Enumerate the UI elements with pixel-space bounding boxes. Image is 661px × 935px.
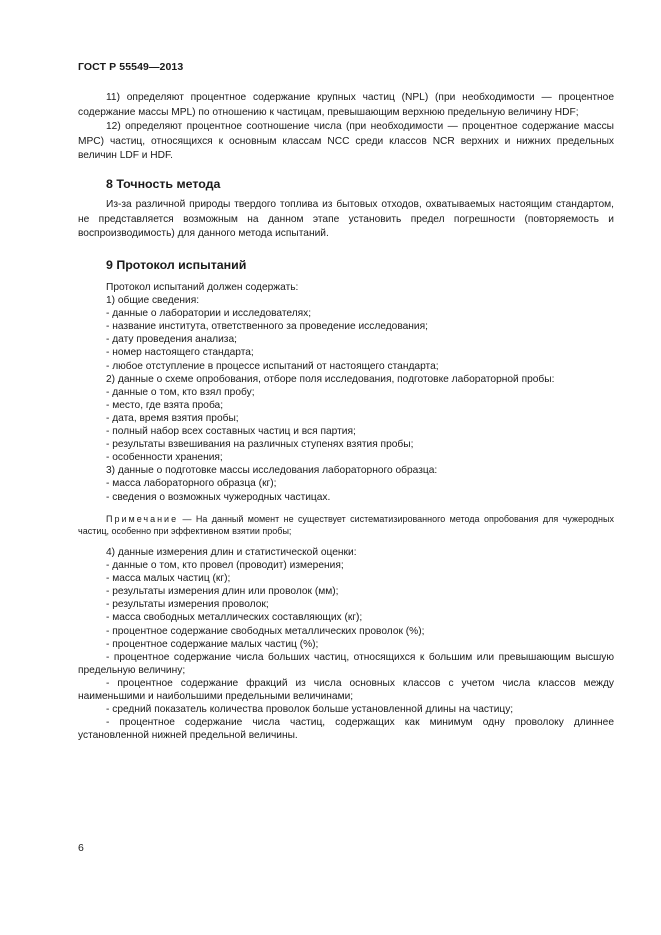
list-item: 4) данные измерения длин и статистической оценки:: [106, 547, 357, 558]
report-contents-list: [78, 281, 614, 504]
list-item: - масса лабораторного образца (кг);: [106, 478, 277, 490]
list-item: - дата, время взятия пробы;: [106, 412, 239, 424]
page-number: 6: [78, 842, 84, 854]
list-item: 1) общие сведения:: [106, 295, 200, 307]
list-item: - данные о том, кто взял пробу;: [106, 386, 255, 398]
list-item: - сведения о возможных чужеродных частицах.: [106, 491, 331, 503]
list-item: 2) данные о схеме опробования, отборе поля исследования, подготовке лабораторной пробы:: [106, 373, 555, 385]
list-item: - масса малых частиц (кг);: [106, 573, 231, 585]
section-8-title: 8 Точность метода: [106, 177, 221, 191]
list-item: - номер настоящего стандарта;: [106, 347, 254, 359]
list-item: 3) данные о подготовке массы исследования лабораторного образца:: [106, 465, 438, 477]
measurement-list: [78, 546, 614, 742]
paragraph-item-11: 11) определяют процентное содержание крупных частиц (NPL) (при необходимости — процентное содержание массы MPL) по отношению к частицам, превышающим верхнюю предельную величину HDF;: [78, 92, 614, 118]
list-item: - результаты измерения длин или проволок (мм);: [106, 586, 339, 598]
note-text: — На данный момент не существует систематизированного метода опробования для чужеродных частиц, особенно при эффективном взятии пробы;: [78, 514, 614, 537]
list-item: - результаты взвешивания на различных ступенях взятия пробы;: [106, 439, 414, 451]
list-item: - процентное содержание малых частиц (%);: [106, 638, 319, 650]
note-label: Примечание: [106, 514, 179, 524]
list-item: Протокол испытаний должен содержать:: [106, 282, 299, 293]
list-item: - любое отступление в процессе испытаний от настоящего стандарта;: [106, 360, 439, 372]
list-item: - процентное содержание фракций из числа основных классов с учетом числа классов между наименьшими и наибольшими предельными величинами;: [78, 677, 614, 703]
list-item: - средний показатель количества проволок больше установленной длины на частицу;: [106, 704, 514, 716]
list-item: - масса свободных металлических составляющих (кг);: [106, 612, 363, 624]
list-item: - данные о лаборатории и исследователях;: [106, 308, 312, 320]
list-item: - название института, ответственного за проведение исследования;: [106, 321, 428, 333]
list-item: - дату проведения анализа;: [106, 334, 237, 346]
paragraph-item-12: 12) определяют процентное соотношение числа (при необходимости — процентное содержание массы MPC) частиц, относящихся к основным классам NCC среди классов NCR верхних и нижних предельных величин LDF и HDF.: [78, 121, 614, 162]
list-item: - полный набор всех составных частиц и вся партия;: [106, 426, 356, 438]
list-item: - процентное содержание свободных металлических проволок (%);: [106, 625, 425, 637]
list-item: - место, где взята проба;: [106, 399, 224, 411]
list-item: - данные о том, кто провел (проводит) измерения;: [106, 560, 344, 572]
standard-header: ГОСТ Р 55549—2013: [78, 61, 184, 73]
intro-block: [78, 91, 614, 164]
list-item: - особенности хранения;: [106, 452, 223, 464]
list-item: - процентное содержание числа больших частиц, относящихся к большим или превышающим высшую предельную величину;: [78, 651, 614, 676]
list-item: - процентное содержание числа частиц, содержащих как минимум одну проволоку длиннее установленной нижней предельной величины.: [78, 717, 614, 742]
list-item: - результаты измерения проволок;: [106, 599, 269, 611]
section-9-title: 9 Протокол испытаний: [106, 258, 247, 272]
section-8-text: Из-за различной природы твердого топлива из бытовых отходов, охватываемых настоящим стандартом, не представляется возможным на данном этапе установить предел погрешности (повторяемость и воспроизводимость) для данного метода испытаний.: [78, 199, 614, 240]
section-8-body: [78, 198, 614, 242]
note-block: [78, 513, 614, 537]
